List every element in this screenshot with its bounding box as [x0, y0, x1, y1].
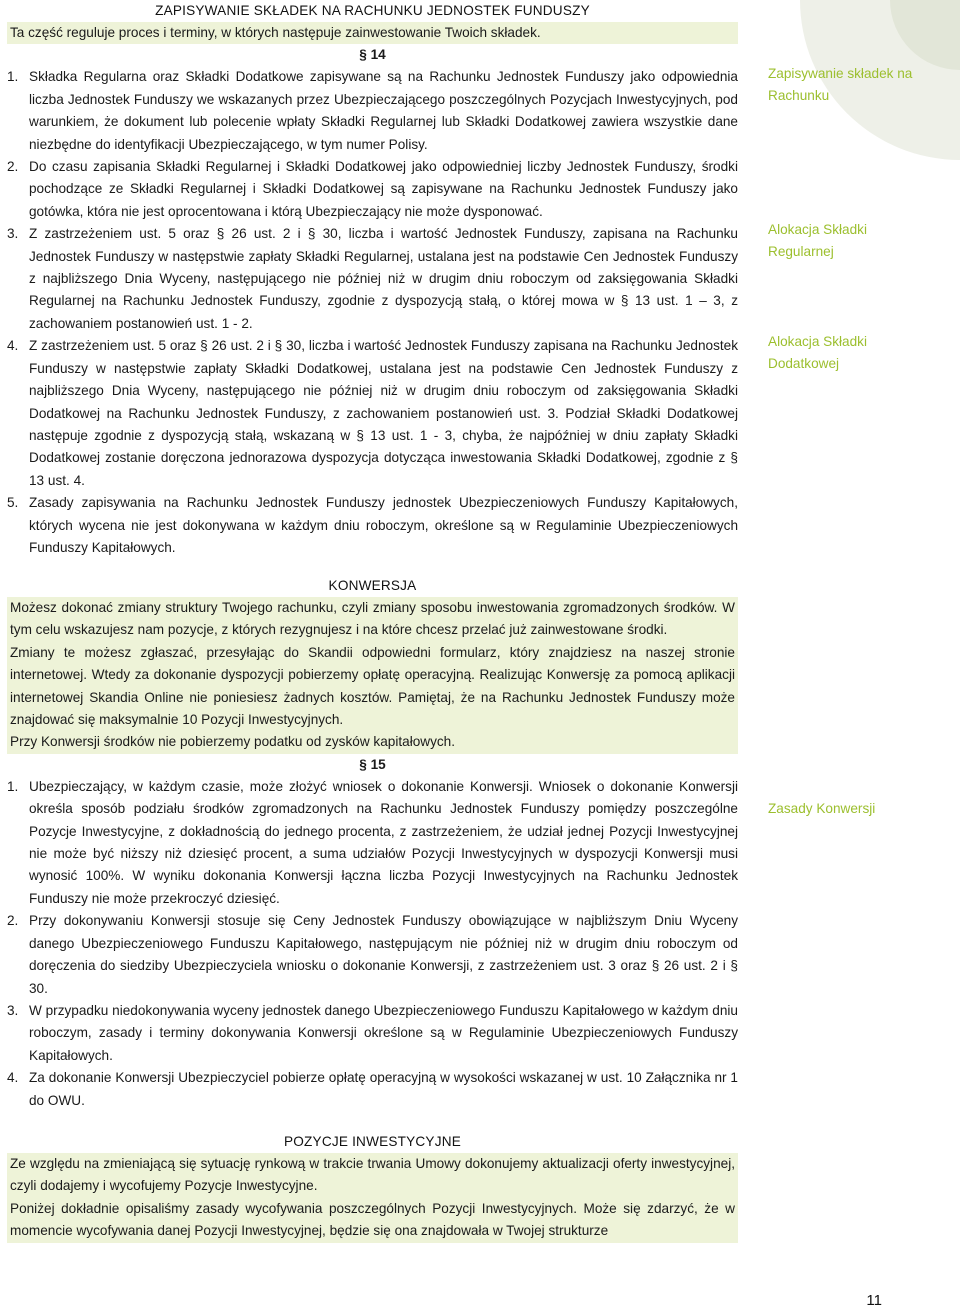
list-item	[7, 1000, 738, 1067]
section-pozycje	[7, 1131, 738, 1243]
list-item	[7, 335, 738, 492]
margin-note-zapisywanie: Zapisywanie składek na Rachunku	[768, 66, 913, 104]
item-text: Składka Regularna oraz Składki Dodatkowe zapisywane są na Rachunku Jednostek Funduszy jako odpowiednia liczba Jednostek Funduszy we wskazanych przez Ubezpieczającego poszczególnych Pozycjach Inwestycyjnych, pod warunkiem, że dokument lub polecenie wpłaty Składki Regularnej lub Składki Dodatkowej zawiera wszystkie dane niezbędne do identyfikacji Ubezpieczającego, w tym numer Polisy.	[29, 69, 738, 152]
item-number: 4.	[7, 1070, 19, 1086]
list-item	[7, 492, 738, 559]
section-intro-paragraph: Możesz dokonać zmiany struktury Twojego rachunku, czyli zmiany sposobu inwestowania zgromadzonych środków. W tym celu wskazujesz nam pozycje, z których rezygnujesz i na które chcesz przelać już zainwestowane środki.	[10, 600, 735, 638]
list-item	[7, 1067, 738, 1112]
section-konwersja	[7, 575, 738, 1112]
item-number: 1.	[7, 778, 19, 794]
section-intro-paragraph: Poniżej dokładnie opisaliśmy zasady wycofywania poszczególnych Pozycji Inwestycyjnych. Może się zdarzyć, że w momencie wycofywania danej Pozycji Inwestycyjnej, będzie się ona znajdowała w Twojej strukturze	[10, 1200, 735, 1239]
item-number: 4.	[7, 338, 19, 354]
margin-note-alokacja-dodatkowej: Alokacja Składki Dodatkowej	[768, 334, 867, 372]
list-item	[7, 66, 738, 156]
item-number: 3.	[7, 1002, 19, 1018]
section-heading: KONWERSJA	[328, 578, 417, 593]
item-number: 3.	[7, 226, 19, 242]
item-text: Przy dokonywaniu Konwersji stosuje się Ceny Jednostek Funduszy obowiązujące w najbliższym Dniu Wyceny danego Ubezpieczeniowego Funduszu Kapitałowego, następującym nie później niż w drugim dniu roboczym od doręczenia do siedziby Ubezpieczyciela wniosku o dokonanie Konwersji, z zastrzeżeniem ust. 3 oraz § 26 ust. 2 i § 30.	[29, 913, 738, 996]
section-intro-paragraph: Ze względu na zmieniającą się sytuację rynkową w trakcie trwania Umowy dokonujemy aktualizacji oferty inwestycyjnej, czyli dodajemy i wycofujemy Pozycje Inwestycyjne.	[10, 1156, 735, 1194]
section-intro-paragraph: Przy Konwersji środków nie pobierzemy podatku od zysków kapitałowych.	[10, 734, 456, 750]
section-zapisywanie	[7, 0, 738, 559]
paragraph-number: § 15	[359, 756, 386, 772]
item-text: Z zastrzeżeniem ust. 5 oraz § 26 ust. 2 i § 30, liczba i wartość Jednostek Funduszy zapisana na Rachunku Jednostek Funduszy w następstwie zapłaty Składki Dodatkowej, ustalana jest na podstawie Cen Jednostek Funduszy z najbliższego Dnia Wyceny, następującego nie później niż w drugim dniu roboczym od zaksięgowania Składki Dodatkowej na Rachunku Jednostek Funduszy, z zachowaniem postanowień ust. 3. Podział Składki Dodatkowej następuje zgodnie z dyspozycją stałą, wskazaną w § 13 ust. 1 - 3, chyba, że najpóźniej w dniu zapłaty Składki Dodatkowej zostanie doręczona jednorazowa dyspozycja dotycząca inwestowania Składki Dodatkowej, zgodnie z § 13 ust. 4.	[29, 338, 738, 488]
paragraph-items	[7, 776, 738, 1112]
item-number: 2.	[7, 159, 19, 175]
list-item	[7, 156, 738, 223]
item-text: Do czasu zapisania Składki Regularnej i Składki Dodatkowej jako odpowiedniej liczby Jednostek Funduszy, środki pochodzące ze Składki Regularnej i Składki Dodatkowej są zapisywane na Rachunku Jednostek Funduszy jako gotówka, która nie jest oprocentowana i którą Ubezpieczający nie może dysponować.	[29, 159, 738, 219]
list-item	[7, 223, 738, 335]
margin-note-alokacja-regularnej: Alokacja Składki Regularnej	[768, 222, 867, 260]
page-number: 11	[866, 1292, 882, 1309]
section-intro-paragraph: Zmiany te możesz zgłaszać, przesyłając do Skandii odpowiedni formularz, który znajdziesz na naszej stronie internetowej. Wtedy za dokonanie dyspozycji pobierzemy opłatę operacyjną. Realizując Konwersję za pomocą aplikacji internetowej Skandia Online nie poniesiesz żadnych kosztów. Pamiętaj, że na Rachunku Jednostek Funduszy może znajdować się maksymalnie 10 Pozycji Inwestycyjnych.	[10, 644, 735, 728]
section-intro-box	[7, 1153, 738, 1243]
item-text: Zasady zapisywania na Rachunku Jednostek Funduszy jednostek Ubezpieczeniowych Funduszy Kapitałowych, których wycena nie jest dokonywana w każdym dniu roboczym, określone są w Regulaminie Ubezpieczeniowych Funduszy Kapitałowych.	[29, 495, 738, 555]
section-intro: Ta część reguluje proces i terminy, w których następuje zainwestowanie Twoich składek.	[10, 25, 541, 40]
section-intro-box	[7, 597, 738, 754]
margin-note-zasady-konwersji: Zasady Konwersji	[768, 801, 876, 816]
item-text: Za dokonanie Konwersji Ubezpieczyciel pobierze opłatę operacyjną w wysokości wskazanej w ust. 10 Załącznika nr 1 do OWU.	[29, 1070, 738, 1108]
item-text: W przypadku niedokonywania wyceny jednostek danego Ubezpieczeniowego Funduszu Kapitałowego w każdym dniu roboczym, zasady i terminy dokonywania Konwersji określone są w Regulaminie Ubezpieczeniowych Funduszy Kapitałowych.	[29, 1002, 738, 1063]
section-heading: POZYCJE INWESTYCYJNE	[284, 1134, 461, 1149]
list-item	[7, 776, 738, 910]
paragraph-items	[7, 66, 738, 559]
item-text: Z zastrzeżeniem ust. 5 oraz § 26 ust. 2 i § 30, liczba i wartość Jednostek Funduszy, zapisana na Rachunku Jednostek Funduszy w następstwie zapłaty Składki Regularnej, ustalana jest na podstawie Cen Jednostek Funduszy z najbliższego Dnia Wyceny, następującego nie później niż w drugim dniu roboczym od zaksięgowania Składki Regularnej na Rachunku Jednostek Funduszy, zgodnie z dyspozycją stałą, o której mowa w § 13 ust. 1 – 3, z zachowaniem postanowień ust. 1 - 2.	[29, 226, 738, 331]
item-number: 5.	[7, 495, 19, 511]
paragraph-number: § 14	[359, 47, 386, 63]
section-heading: ZAPISYWANIE SKŁADEK NA RACHUNKU JEDNOSTEK FUNDUSZY	[155, 3, 590, 18]
item-number: 1.	[7, 69, 19, 85]
item-number: 2.	[7, 913, 19, 929]
section-intro-box	[7, 22, 738, 44]
list-item	[7, 910, 738, 1000]
item-text: Ubezpieczający, w każdym czasie, może złożyć wniosek o dokonanie Konwersji. Wniosek o dokonanie Konwersji określa sposób podziału środków zgromadzonych na Rachunku Jednostek Funduszy pomiędzy poszczególne Pozycje Inwestycyjne, z dokładnością do jednego procenta, z zastrzeżeniem, że udział jednej Pozycji Inwestycyjnej nie może być niższy niż dziesięć procent, a suma udziałów Pozycji Inwestycyjnych w dyspozycji Konwersji musi wynosić 100%. W wyniku dokonania Konwersji łączna liczba Pozycji Inwestycyjnych na Rachunku Jednostek Funduszy nie może przekroczyć dziesięć.	[29, 778, 738, 906]
